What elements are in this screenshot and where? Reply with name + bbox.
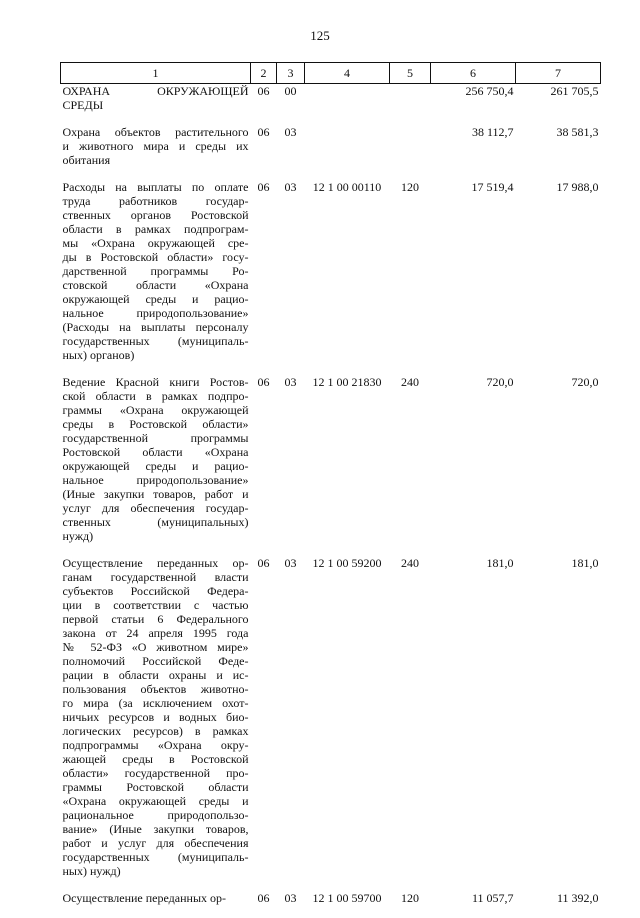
row-c3-cell: 03 [277, 180, 305, 375]
row-c2-cell: 06 [251, 556, 277, 891]
row-name-line: го мира (за исключением охот- [63, 696, 249, 710]
row-name-line: ственных органов Ростовской [63, 208, 249, 222]
row-c2-cell: 06 [251, 180, 277, 375]
row-name-line: ганам государственной власти [63, 570, 249, 584]
row-c2-cell: 06 [251, 891, 277, 918]
row-name-line: обитания [63, 153, 249, 167]
row-name-line: рации в области охраны и ис- [63, 668, 249, 682]
row-c6-cell: 720,0 [431, 375, 516, 556]
row-name-line: области» государственной про- [63, 766, 249, 780]
row-c6-cell: 256 750,4 [431, 84, 516, 126]
row-name-line: № 52-ФЗ «О животном мире» [63, 640, 249, 654]
row-name-line: труда работников государ- [63, 194, 249, 208]
row-name-cell [61, 180, 251, 375]
row-c7-cell: 17 988,0 [516, 180, 601, 375]
row-c4-cell: 12 1 00 59200 [305, 556, 390, 891]
row-name-line: СРЕДЫ [63, 98, 249, 112]
row-c3-cell: 00 [277, 84, 305, 126]
row-name-line: Осуществление переданных ор- [63, 891, 249, 905]
row-name-line: окружающей среды и рацио- [63, 459, 249, 473]
row-name-line: ды в Ростовской области» госу- [63, 250, 249, 264]
row-name-line: ных) органов) [63, 348, 249, 362]
row-name-line: Ростовской области «Охрана [63, 445, 249, 459]
row-name-line: Осуществление переданных ор- [63, 556, 249, 570]
row-name-line: жающей среды в Ростовской [63, 752, 249, 766]
row-c6-cell: 38 112,7 [431, 125, 516, 180]
row-name-line: нальное природопользование» [63, 473, 249, 487]
table-row [61, 125, 601, 180]
row-name-line: ничьих ресурсов и водных био- [63, 710, 249, 724]
row-c6-cell: 11 057,7 [431, 891, 516, 918]
column-header-4: 4 [305, 63, 390, 84]
column-header-3: 3 [277, 63, 305, 84]
row-c4-cell: 12 1 00 21830 [305, 375, 390, 556]
row-c4-cell: 12 1 00 00110 [305, 180, 390, 375]
row-name-line: (Иные закупки товаров, работ и [63, 487, 249, 501]
row-name-line: области в рамках подпрограм- [63, 222, 249, 236]
row-name-line: (Расходы на выплаты персоналу [63, 320, 249, 334]
row-c2-cell: 06 [251, 125, 277, 180]
row-name-line: пользования объектов животно- [63, 682, 249, 696]
row-name-line: граммы «Охрана окружающей [63, 403, 249, 417]
row-name-line: государственных (муниципаль- [63, 850, 249, 864]
row-name-line: закона от 24 апреля 1995 года [63, 626, 249, 640]
row-name-line: и животного мира и среды их [63, 139, 249, 153]
budget-table [60, 62, 601, 918]
row-name-line: полномочий Российской Феде- [63, 654, 249, 668]
row-name-line: ции в соответствии с частью [63, 598, 249, 612]
row-name-line: нужд) [63, 529, 249, 543]
row-c3-cell: 03 [277, 125, 305, 180]
row-name-line: ных) нужд) [63, 864, 249, 878]
row-c2-cell: 06 [251, 375, 277, 556]
row-c6-cell: 181,0 [431, 556, 516, 891]
row-c4-cell: 12 1 00 59700 [305, 891, 390, 918]
row-c6-cell: 17 519,4 [431, 180, 516, 375]
table-body [61, 84, 601, 918]
row-c5-cell: 120 [390, 180, 431, 375]
row-name-line: первой статьи 6 Федерального [63, 612, 249, 626]
column-header-6: 6 [431, 63, 516, 84]
row-name-cell [61, 375, 251, 556]
table-row [61, 180, 601, 375]
row-c4-cell [305, 125, 390, 180]
row-c3-cell: 03 [277, 375, 305, 556]
row-name-line: «Охрана окружающей среды и [63, 794, 249, 808]
row-c2-cell: 06 [251, 84, 277, 126]
table-row [61, 84, 601, 126]
row-name-line: Охрана объектов растительного [63, 125, 249, 139]
row-name-line: логических ресурсов) в рамках [63, 724, 249, 738]
row-c5-cell: 240 [390, 375, 431, 556]
row-c7-cell: 11 392,0 [516, 891, 601, 918]
row-c7-cell: 261 705,5 [516, 84, 601, 126]
row-name-line: работ и услуг для обеспечения [63, 836, 249, 850]
row-name-line: окружающей среды и рацио- [63, 292, 249, 306]
row-c7-cell: 720,0 [516, 375, 601, 556]
row-name-line: государственных (муниципаль- [63, 334, 249, 348]
row-name-line: стовской области «Охрана [63, 278, 249, 292]
row-name-line: мы «Охрана окружающей сре- [63, 236, 249, 250]
row-name-line: услуг для обеспечения государ- [63, 501, 249, 515]
row-c5-cell [390, 125, 431, 180]
row-c5-cell: 240 [390, 556, 431, 891]
row-c7-cell: 181,0 [516, 556, 601, 891]
row-name-line: Ведение Красной книги Ростов- [63, 375, 249, 389]
column-header-7: 7 [516, 63, 601, 84]
row-c3-cell: 03 [277, 891, 305, 918]
row-c3-cell: 03 [277, 556, 305, 891]
row-name-line: вание» (Иные закупки товаров, [63, 822, 249, 836]
row-name-cell [61, 84, 251, 126]
row-name-line: подпрограммы «Охрана окру- [63, 738, 249, 752]
page-number: 125 [0, 28, 640, 44]
row-name-line: ОХРАНА ОКРУЖАЮЩЕЙ [63, 84, 249, 98]
row-name-line: государственной программы [63, 431, 249, 445]
table-row [61, 375, 601, 556]
row-name-line: ственных (муниципальных) [63, 515, 249, 529]
row-name-line: дарственной программы Ро- [63, 264, 249, 278]
row-name-line: нальное природопользование» [63, 306, 249, 320]
column-header-5: 5 [390, 63, 431, 84]
row-name-line: среды в Ростовской области» [63, 417, 249, 431]
row-c4-cell [305, 84, 390, 126]
row-c7-cell: 38 581,3 [516, 125, 601, 180]
row-name-line: рациональное природопользо- [63, 808, 249, 822]
table-header-row [61, 63, 601, 84]
row-name-line: Расходы на выплаты по оплате [63, 180, 249, 194]
row-c5-cell: 120 [390, 891, 431, 918]
row-name-line: субъектов Российской Федера- [63, 584, 249, 598]
column-header-2: 2 [251, 63, 277, 84]
row-c5-cell [390, 84, 431, 126]
column-header-1: 1 [61, 63, 251, 84]
row-name-line: ской области в рамках подпро- [63, 389, 249, 403]
row-name-line: граммы Ростовской области [63, 780, 249, 794]
row-name-cell [61, 125, 251, 180]
table-row [61, 556, 601, 891]
row-name-cell [61, 556, 251, 891]
